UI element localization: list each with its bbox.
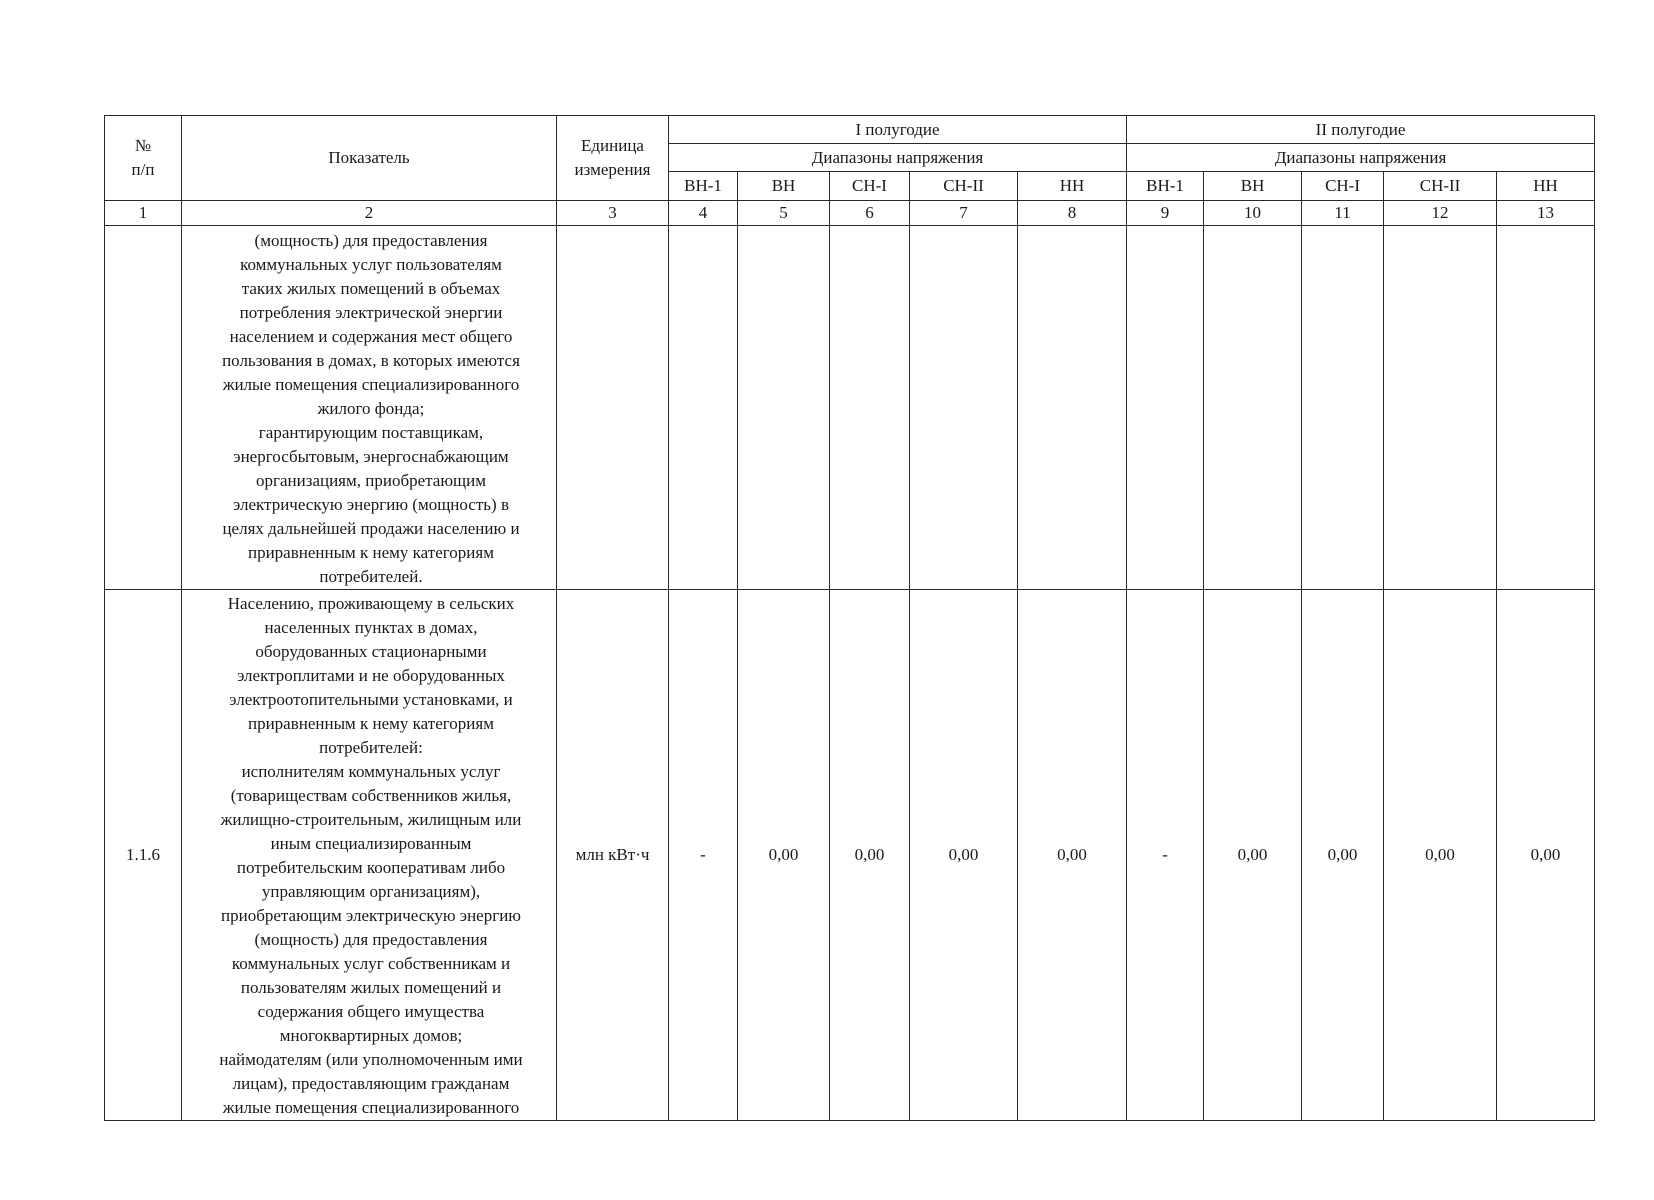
col-number: 9	[1127, 201, 1204, 226]
desc-line: населенных пунктах в домах,	[264, 618, 478, 637]
row-description	[182, 590, 557, 1121]
header-unit: Единица измерения	[557, 116, 669, 201]
table-row	[105, 226, 1595, 590]
col-number: 11	[1302, 201, 1384, 226]
desc-line: энергосбытовым, энергоснабжающим	[233, 446, 509, 466]
col-number: 10	[1204, 201, 1302, 226]
desc-line: оборудованных стационарными	[255, 642, 487, 661]
value-cell	[910, 226, 1018, 590]
header-col: СН-II	[910, 172, 1018, 201]
value-cell	[1127, 226, 1204, 590]
desc-line: коммунальных услуг собственникам и	[231, 954, 511, 973]
header-indicator: Показатель	[182, 116, 557, 201]
value-cell: 0,00	[1204, 590, 1302, 1121]
value-cell	[1384, 226, 1497, 590]
desc-line: управляющим организациям),	[261, 882, 481, 901]
desc-line: жилого фонда;	[317, 398, 425, 418]
header-col: СН-I	[830, 172, 910, 201]
desc-line: лицам), предоставляющим гражданам	[232, 1074, 510, 1093]
desc-line: содержания общего имущества	[257, 1002, 485, 1021]
desc-line: коммунальных услуг пользователям	[240, 254, 502, 274]
header-num: № п/п	[105, 116, 182, 201]
table-row	[105, 590, 1595, 1121]
header-half-2: II полугодие	[1127, 116, 1595, 144]
desc-line: пользователям жилых помещений и	[240, 978, 502, 997]
desc-line: электроотопительными установками, и	[229, 690, 513, 709]
desc-line: населением и содержания мест общего	[229, 326, 513, 346]
row-num	[105, 226, 182, 590]
row-num: 1.1.6	[105, 590, 182, 1121]
header-col: ВН-1	[1127, 172, 1204, 201]
value-cell	[1018, 226, 1127, 590]
desc-line: гарантирующим поставщикам,	[258, 422, 484, 442]
value-cell	[1204, 226, 1302, 590]
value-cell: 0,00	[1384, 590, 1497, 1121]
header-col: СН-I	[1302, 172, 1384, 201]
data-table	[104, 115, 1595, 1121]
desc-line: приравненным к нему категориям	[247, 542, 494, 562]
col-number: 12	[1384, 201, 1497, 226]
value-cell: 0,00	[1018, 590, 1127, 1121]
header-col: ВН	[1204, 172, 1302, 201]
value-cell: 0,00	[738, 590, 830, 1121]
desc-line: жилищно-строительным, жилищным или	[220, 810, 522, 829]
value-cell: -	[669, 590, 738, 1121]
row-unit: млн кВт·ч	[557, 590, 669, 1121]
desc-line: жилые помещения специализированного	[222, 1098, 520, 1117]
desc-line: организациям, приобретающим	[256, 470, 486, 490]
header-col: ВН-1	[669, 172, 738, 201]
header-half-1: I полугодие	[669, 116, 1127, 144]
value-cell	[669, 226, 738, 590]
header-row-numbers	[105, 201, 1595, 226]
desc-line: потребителей:	[319, 738, 423, 757]
col-number: 8	[1018, 201, 1127, 226]
header-col: НН	[1018, 172, 1127, 201]
desc-line: целях дальнейшей продажи населению и	[222, 518, 520, 538]
desc-line: потребителей.	[319, 566, 423, 586]
value-cell	[738, 226, 830, 590]
value-cell	[1497, 226, 1595, 590]
header-row-top	[105, 116, 1595, 144]
value-cell	[1302, 226, 1384, 590]
value-cell: 0,00	[1497, 590, 1595, 1121]
col-number: 5	[738, 201, 830, 226]
desc-line: потребления электрической энергии	[239, 302, 503, 322]
tariff-table-sheet	[104, 115, 1595, 1121]
col-number: 1	[105, 201, 182, 226]
desc-line: (мощность) для предоставления	[254, 930, 488, 949]
header-ranges-2: Диапазоны напряжения	[1127, 144, 1595, 172]
value-cell: 0,00	[1302, 590, 1384, 1121]
desc-line: электрическую энергию (мощность) в	[233, 494, 509, 514]
col-number: 6	[830, 201, 910, 226]
value-cell	[830, 226, 910, 590]
value-cell: 0,00	[910, 590, 1018, 1121]
desc-line: пользования в домах, в которых имеются	[222, 350, 520, 370]
desc-line: исполнителям коммунальных услуг	[241, 762, 501, 781]
header-ranges-1: Диапазоны напряжения	[669, 144, 1127, 172]
desc-line: приобретающим электрическую энергию	[221, 906, 521, 925]
row-description	[182, 226, 557, 590]
desc-line: наймодателям (или уполномоченным ими	[219, 1050, 523, 1069]
desc-line: иным специализированным	[270, 834, 472, 853]
col-number: 7	[910, 201, 1018, 226]
desc-line: Населению, проживающему в сельских	[227, 594, 515, 613]
desc-line: многоквартирных домов;	[279, 1026, 463, 1045]
desc-line: жилые помещения специализированного	[222, 374, 520, 394]
desc-line: потребительским кооперативам либо	[236, 858, 506, 877]
header-col: НН	[1497, 172, 1595, 201]
desc-line: (товариществам собственников жилья,	[230, 786, 512, 805]
desc-line: электроплитами и не оборудованных	[237, 666, 505, 685]
header-col: СН-II	[1384, 172, 1497, 201]
value-cell: -	[1127, 590, 1204, 1121]
desc-line: таких жилых помещений в объемах	[241, 278, 501, 298]
col-number: 4	[669, 201, 738, 226]
desc-line: приравненным к нему категориям	[247, 714, 494, 733]
value-cell: 0,00	[830, 590, 910, 1121]
col-number: 13	[1497, 201, 1595, 226]
header-col: ВН	[738, 172, 830, 201]
desc-line: (мощность) для предоставления	[254, 230, 488, 250]
row-unit	[557, 226, 669, 590]
col-number: 3	[557, 201, 669, 226]
col-number: 2	[182, 201, 557, 226]
